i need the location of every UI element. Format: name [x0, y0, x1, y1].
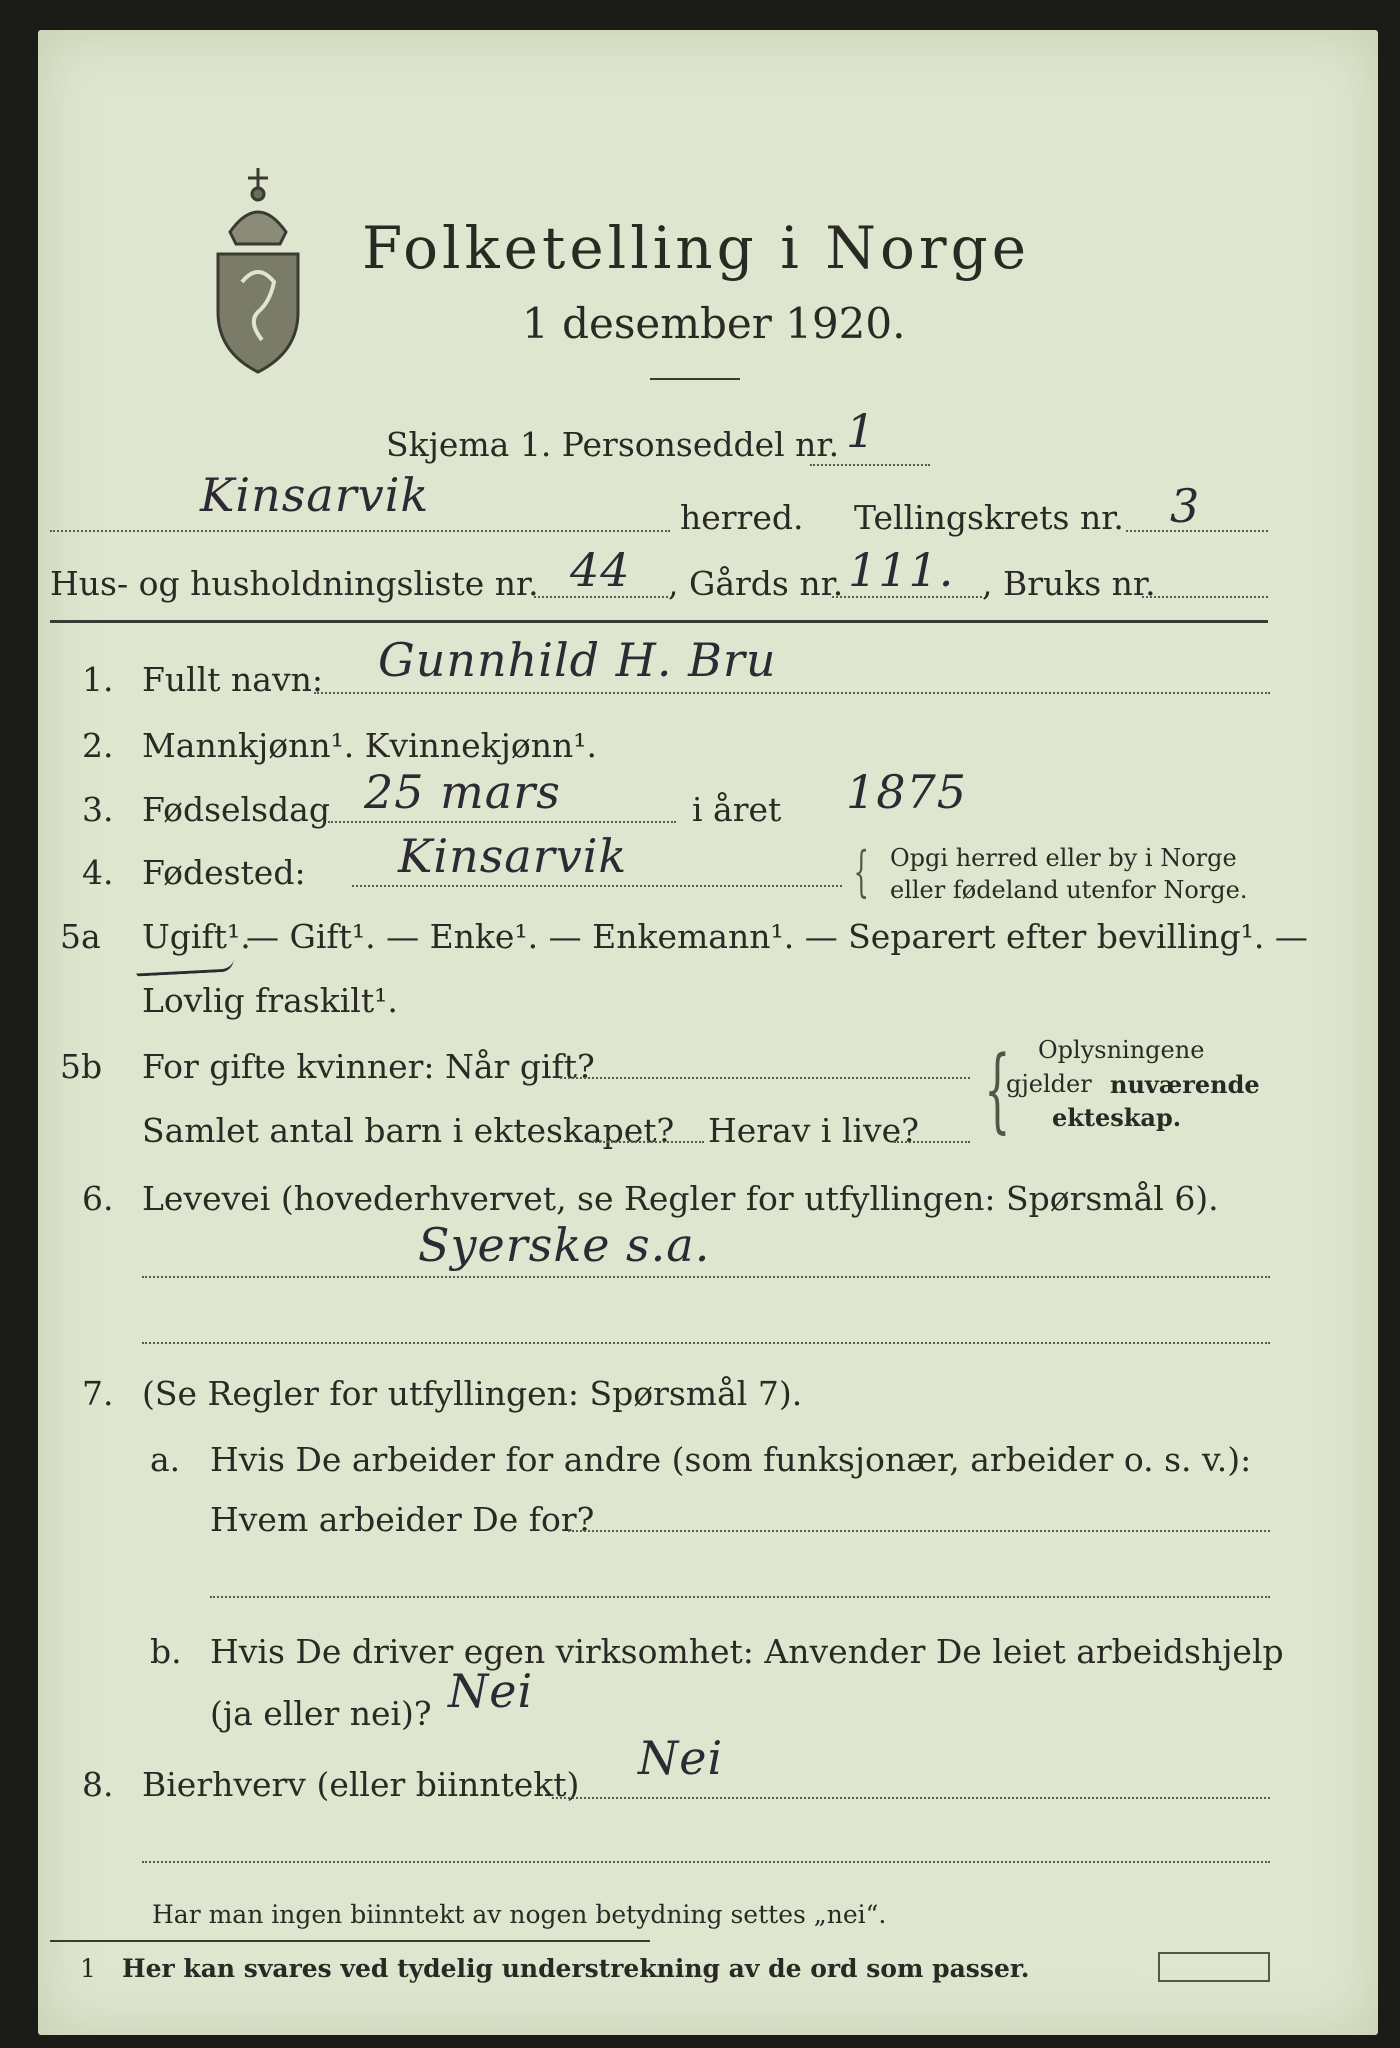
q5b-line2b: Herav i live? — [708, 1111, 919, 1150]
hired-help-value[interactable]: Nei — [448, 1663, 534, 1718]
footer-note: Har man ingen biinntekt av nogen betydning settes „nei“. — [152, 1900, 887, 1929]
tellingskrets-value[interactable]: 3 — [1170, 479, 1201, 534]
footnote-text: Her kan svares ved tydelig understrekning av de ord som passer. — [122, 1954, 1030, 1983]
gards-value[interactable]: 111. — [848, 543, 955, 598]
q1-label: Fullt navn: — [142, 659, 323, 699]
title-divider — [650, 378, 740, 380]
q5b-line1: For gifte kvinner: Når gift? — [142, 1047, 595, 1087]
birthdate-value[interactable]: 25 mars — [364, 765, 561, 820]
bruks-line — [1142, 596, 1268, 598]
q5a-options: — Gift¹. — Enke¹. — Enkemann¹. — Separert efter bevilling¹. — — [246, 917, 1308, 957]
gards-line — [832, 596, 982, 598]
q4-label: Fødested: — [142, 853, 306, 893]
q5a-number: 5a — [60, 917, 101, 957]
married-date-line — [560, 1077, 970, 1079]
full-name-line — [314, 692, 1270, 694]
full-name-value[interactable]: Gunnhild H. Bru — [378, 633, 777, 688]
q7b-line1: Hvis De driver egen virksomhet: Anvender De leiet arbeidshjelp — [210, 1631, 1284, 1671]
q8-number: 8. — [82, 1765, 114, 1805]
herred-line — [50, 530, 670, 532]
q2-number: 2. — [82, 725, 114, 765]
q7b-letter: b. — [150, 1631, 182, 1671]
q4-number: 4. — [82, 853, 114, 893]
form-title: Folketelling i Norge — [362, 214, 1031, 283]
census-date: 1 desember 1920. — [522, 298, 906, 348]
personseddel-number[interactable]: 1 — [846, 404, 877, 459]
birthdate-line — [328, 821, 676, 823]
hus-value[interactable]: 44 — [570, 543, 631, 598]
schema-label: Skjema 1. Personseddel nr. — [386, 424, 840, 464]
q7a-line2: Hvem arbeider De for? — [210, 1500, 595, 1540]
q7a-line1: Hvis De arbeider for andre (som funksjonær, arbeider o. s. v.): — [210, 1440, 1252, 1479]
herred-label: herred. — [680, 498, 804, 538]
ugift-underline — [136, 958, 235, 976]
bruks-label: , Bruks nr. — [982, 563, 1156, 603]
census-form — [38, 30, 1378, 2035]
tellingskrets-label: Tellingskrets nr. — [854, 498, 1124, 538]
birthplace-value[interactable]: Kinsarvik — [398, 829, 628, 883]
printer-stamp — [1158, 1952, 1270, 1982]
secondary-income-line-1 — [552, 1797, 1270, 1799]
secondary-income-value[interactable]: Nei — [638, 1731, 724, 1786]
q7-number: 7. — [82, 1374, 114, 1414]
secondary-income-line-2 — [142, 1861, 1270, 1863]
q4-note-2: eller fødeland utenfor Norge. — [890, 876, 1248, 904]
occupation-value[interactable]: Syerske s.a. — [418, 1218, 711, 1273]
q5b-brace: { — [984, 1035, 1011, 1143]
header-rule — [50, 620, 1268, 623]
q5b-note-2b: nuværende — [1110, 1069, 1260, 1099]
occupation-line-2 — [142, 1342, 1270, 1344]
q5b-line2a: Samlet antal barn i ekteskapet? — [142, 1111, 675, 1150]
q4-note-1: Opgi herred eller by i Norge — [890, 844, 1237, 873]
coat-of-arms-icon — [200, 162, 316, 378]
q5a-ugift: Ugift¹. — [142, 917, 251, 957]
children-line — [592, 1141, 704, 1143]
q3-year-label: i året — [692, 789, 782, 829]
q6-number: 6. — [82, 1178, 114, 1218]
q4-brace: { — [853, 840, 869, 904]
q7a-letter: a. — [150, 1440, 181, 1479]
employer-line-2 — [210, 1596, 1270, 1598]
occupation-line-1 — [142, 1276, 1270, 1278]
q5a-line2: Lovlig fraskilt¹. — [142, 981, 398, 1021]
q6-text: Levevei (hovederhvervet, se Regler for utfyllingen: Spørsmål 6). — [142, 1178, 1219, 1218]
hus-line — [534, 596, 668, 598]
q5b-note-1: Oplysningene — [1038, 1035, 1205, 1064]
footnote-mark: 1 — [80, 1954, 96, 1983]
q3-label: Fødselsdag — [142, 789, 330, 829]
hus-label: Hus- og husholdningsliste nr. — [50, 563, 539, 603]
q1-number: 1. — [82, 659, 114, 699]
alive-line — [894, 1141, 970, 1143]
q5b-number: 5b — [60, 1047, 103, 1087]
q7b-line2: (ja eller nei)? — [210, 1693, 432, 1733]
q5b-note-2a: gjelder — [1006, 1069, 1092, 1098]
birth-year-value[interactable]: 1875 — [846, 765, 968, 820]
q7-text: (Se Regler for utfyllingen: Spørsmål 7). — [142, 1374, 803, 1414]
q3-number: 3. — [82, 789, 114, 829]
herred-value[interactable]: Kinsarvik — [200, 468, 430, 523]
q5b-note-3: ekteskap. — [1052, 1103, 1182, 1133]
employer-line-1 — [568, 1530, 1270, 1532]
personseddel-line — [810, 464, 930, 466]
birthplace-line — [352, 885, 842, 887]
footnote-rule — [50, 1940, 650, 1942]
gards-label: , Gårds nr. — [668, 563, 844, 603]
q8-label: Bierhverv (eller biinntekt) — [142, 1765, 580, 1805]
tellingskrets-line — [1126, 530, 1268, 532]
q2-gender-options: Mannkjønn¹. Kvinnekjønn¹. — [142, 725, 597, 765]
